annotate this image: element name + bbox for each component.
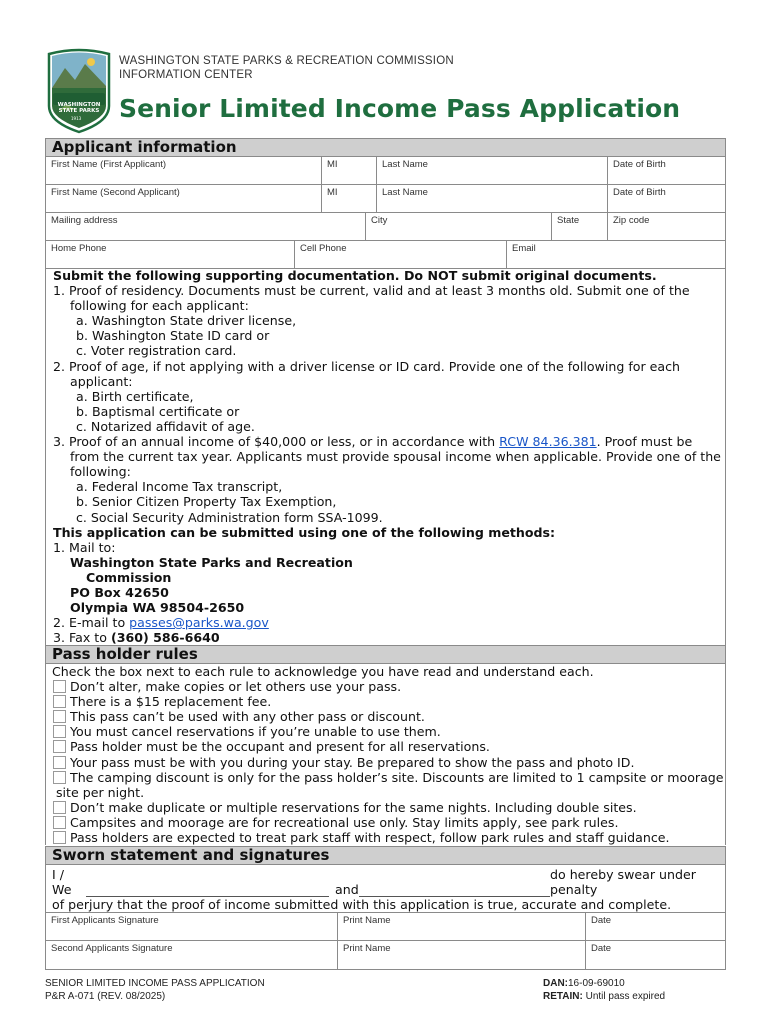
docs-item-2b: b. Baptismal certificate or — [76, 403, 240, 419]
mail-address-line-2: Commission — [86, 569, 172, 585]
fax-number: (360) 586-6640 — [110, 630, 220, 646]
docs-item-3b: b. Senior Citizen Property Tax Exemption, — [76, 494, 337, 510]
rule-text: Pass holders are expected to treat park staff with respect, follow park rules and staff guidance. — [70, 830, 670, 846]
docs-item-1b: b. Washington State ID card or — [76, 328, 270, 344]
documentation-instructions — [45, 266, 726, 645]
second-print-name-field[interactable] — [337, 941, 585, 969]
sworn-i: I / — [52, 867, 64, 882]
state-field[interactable] — [551, 213, 607, 241]
docs-item-2c: c. Notarized affidavit of age. — [76, 418, 255, 434]
logo-wordmark: WASHINGTON STATE PARKS — [57, 102, 101, 114]
field-label: Date — [591, 915, 612, 926]
agency-line-2: INFORMATION CENTER — [119, 69, 253, 81]
second-applicant-row — [46, 185, 725, 213]
rule-checkbox[interactable] — [53, 740, 66, 753]
section-sworn-heading: Sworn statement and signatures — [45, 846, 726, 865]
docs-item-3-cont2: following: — [70, 464, 131, 480]
section-applicant-heading: Applicant information — [45, 138, 726, 157]
dob-2-field[interactable] — [607, 185, 725, 213]
rule-checkbox[interactable] — [53, 801, 66, 814]
rule-checkbox[interactable] — [53, 725, 66, 738]
dob-1-field[interactable] — [607, 157, 725, 185]
first-date-field[interactable] — [585, 913, 725, 941]
footer-retention — [543, 977, 665, 1003]
field-label: Date of Birth — [613, 187, 666, 198]
retain-label: RETAIN: — [543, 991, 583, 1002]
rule-checkbox[interactable] — [53, 695, 66, 708]
docs-item-3-text: 3. Proof of an annual income of $40,000 or less, or in accordance with — [53, 434, 500, 450]
home-phone-field[interactable] — [46, 241, 294, 269]
second-date-field[interactable] — [585, 941, 725, 969]
rule-text: There is a $15 replacement fee. — [70, 694, 272, 710]
field-label: Mailing address — [51, 215, 118, 226]
first-signature-field[interactable] — [46, 913, 337, 941]
last-name-2-field[interactable] — [376, 185, 607, 213]
page-title: Senior Limited Income Pass Application — [119, 94, 681, 123]
rule-item — [52, 709, 725, 724]
agency-line-1: WASHINGTON STATE PARKS & RECREATION COMMISSION — [119, 55, 454, 67]
rule-item — [52, 739, 725, 754]
rule-text: Don’t make duplicate or multiple reservations for the same nights. Including double sites. — [70, 799, 637, 815]
pass-holder-rules — [45, 662, 726, 845]
rule-item — [52, 800, 725, 815]
method-email-label: 2. E-mail to — [53, 615, 130, 631]
docs-item-1c: c. Voter registration card. — [76, 343, 237, 359]
phone-row — [46, 241, 725, 269]
method-fax-label: 3. Fax to — [53, 630, 111, 646]
rule-item-cont: site per night. — [56, 784, 145, 800]
cell-phone-field[interactable] — [294, 241, 506, 269]
method-mail: 1. Mail to: — [53, 539, 116, 555]
dan-value: 16-09-69010 — [568, 978, 625, 989]
first-name-1-field[interactable] — [46, 157, 321, 185]
second-signature-field[interactable] — [46, 941, 337, 969]
method-fax — [53, 630, 725, 645]
rule-text: Your pass must be with you during your stay. Be prepared to show the pass and photo ID. — [70, 754, 635, 770]
rule-text: Don’t alter, make copies or let others use your pass. — [70, 679, 402, 695]
rule-text: Campsites and moorage are for recreational use only. Stay limits apply, see park rules. — [70, 814, 619, 830]
rule-checkbox[interactable] — [53, 816, 66, 829]
docs-item-1: 1. Proof of residency. Documents must be current, valid and at least 3 months old. Submit one of the — [53, 283, 690, 299]
sworn-and: and — [335, 882, 359, 897]
method-email — [53, 615, 725, 630]
rule-checkbox[interactable] — [53, 680, 66, 693]
docs-item-3 — [53, 434, 725, 449]
docs-item-2a: a. Birth certificate, — [76, 388, 194, 404]
rule-checkbox[interactable] — [53, 756, 66, 769]
rule-checkbox[interactable] — [53, 831, 66, 844]
dan-label: DAN: — [543, 978, 568, 989]
washington-state-parks-logo — [47, 48, 111, 134]
field-label: Print Name — [343, 915, 391, 926]
email-link[interactable]: passes@parks.wa.gov — [129, 615, 269, 631]
field-label: Date — [591, 943, 612, 954]
rule-item — [52, 724, 725, 739]
second-signature-row — [46, 941, 725, 969]
field-label: Date of Birth — [613, 159, 666, 170]
rule-text: Pass holder must be the occupant and present for all reservations. — [70, 739, 490, 755]
field-label: Print Name — [343, 943, 391, 954]
rule-text: The camping discount is only for the pass holder’s site. Discounts are limited to 1 campsite or moorage — [70, 769, 724, 785]
field-label: Email — [512, 243, 536, 254]
rule-item — [52, 755, 725, 770]
zip-field[interactable] — [607, 213, 725, 241]
city-field[interactable] — [365, 213, 551, 241]
docs-item-2: 2. Proof of age, if not applying with a driver license or ID card. Provide one of the following for each — [53, 358, 681, 374]
rule-checkbox[interactable] — [53, 771, 66, 784]
field-label: First Name (Second Applicant) — [51, 187, 180, 198]
applicant-form — [45, 157, 726, 269]
mail-address-line-4: Olympia WA 98504-2650 — [70, 600, 245, 616]
field-label: First Name (First Applicant) — [51, 159, 167, 170]
docs-item-3-cont: from the current tax year. Applicants must provide spousal income when applicable. Provide one of the — [70, 449, 721, 465]
docs-item-3a: a. Federal Income Tax transcript, — [76, 479, 283, 495]
docs-item-3c: c. Social Security Administration form SSA-1099. — [76, 509, 383, 525]
footer-dan — [543, 977, 665, 990]
mailing-address-field[interactable] — [46, 213, 365, 241]
rule-item — [52, 815, 725, 830]
address-row — [46, 213, 725, 241]
docs-item-3-text-end: . Proof must be — [596, 434, 693, 450]
sworn-statement — [45, 865, 726, 912]
logo-year: 1913 — [71, 116, 82, 121]
footer-form-name: SENIOR LIMITED INCOME PASS APPLICATION — [45, 978, 265, 989]
sworn-swear: do hereby swear under — [550, 867, 696, 882]
field-label: MI — [327, 159, 338, 170]
docs-intro: Submit the following supporting documentation. Do NOT submit original documents. — [53, 268, 657, 283]
rule-checkbox[interactable] — [53, 710, 66, 723]
first-applicant-row — [46, 157, 725, 185]
signature-table — [45, 912, 726, 970]
rule-item — [52, 694, 725, 709]
rules-intro: Check the box next to each rule to acknowledge you have read and understand each. — [52, 664, 594, 679]
last-name-1-field[interactable] — [376, 157, 607, 185]
docs-item-1a: a. Washington State driver license, — [76, 313, 297, 329]
rule-item — [52, 830, 725, 845]
agency-name — [119, 54, 454, 82]
first-signature-row — [46, 913, 725, 941]
field-label: MI — [327, 187, 338, 198]
footer-form-number: P&R A-071 (REV. 08/2025) — [45, 991, 166, 1002]
field-label: First Applicants Signature — [51, 915, 159, 926]
mail-address-line-1: Washington State Parks and Recreation — [70, 554, 353, 570]
mi-2-field[interactable] — [321, 185, 376, 213]
docs-item-1-cont: following for each applicant: — [70, 298, 249, 314]
rcw-link[interactable]: RCW 84.36.381 — [499, 434, 597, 450]
field-label: Zip code — [613, 215, 650, 226]
mail-address-line-3: PO Box 42650 — [70, 584, 169, 600]
section-rules-heading: Pass holder rules — [45, 645, 726, 664]
field-label: City — [371, 215, 388, 226]
methods-heading: This application can be submitted using one of the following methods: — [53, 524, 556, 540]
retain-value: Until pass expired — [585, 991, 666, 1002]
first-name-2-field[interactable] — [46, 185, 321, 213]
rule-text: This pass can’t be used with any other pass or discount. — [70, 709, 425, 725]
email-field[interactable] — [506, 241, 725, 269]
docs-item-2-cont: applicant: — [70, 373, 133, 389]
field-label: Second Applicants Signature — [51, 943, 173, 954]
rule-text: You must cancel reservations if you’re unable to use them. — [70, 724, 441, 740]
sworn-penalty: penalty — [550, 882, 598, 897]
field-label: State — [557, 215, 580, 226]
field-label: Home Phone — [51, 243, 107, 254]
rule-item — [52, 679, 725, 694]
sworn-statement-text: of perjury that the proof of income submitted with this application is true, accurate and complete. — [52, 897, 672, 912]
mi-1-field[interactable] — [321, 157, 376, 185]
footer-form-id — [45, 977, 265, 1003]
footer-retain — [543, 990, 665, 1003]
field-label: Last Name — [382, 187, 428, 198]
field-label: Last Name — [382, 159, 428, 170]
first-print-name-field[interactable] — [337, 913, 585, 941]
rule-item — [52, 770, 725, 785]
sworn-we: We — [52, 882, 72, 897]
field-label: Cell Phone — [300, 243, 347, 254]
